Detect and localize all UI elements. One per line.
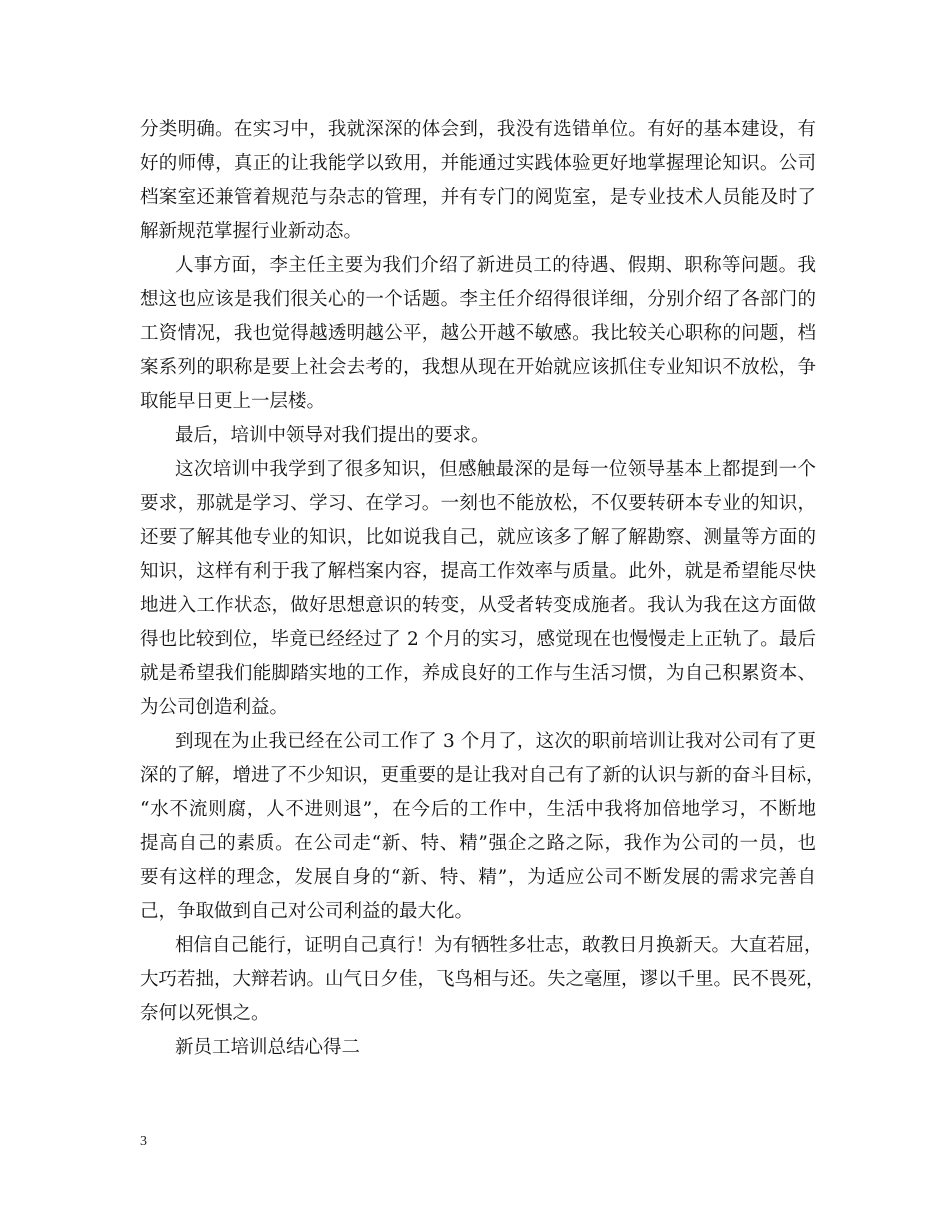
paragraph-first-line: 到现在为止我已经在公司工作了 3 个月了，这次的职前培训让我对公司有了更 bbox=[175, 731, 816, 752]
text-line: 地进入工作状态，做好思想意识的转变，从受者转变成施者。我认为我在这方面做 bbox=[140, 595, 816, 616]
text-line: 要求，那就是学习、学习、在学习。一刻也不能放松，不仅要转研本专业的知识， bbox=[140, 493, 816, 514]
document-body bbox=[140, 113, 825, 1065]
paragraph-first-line: 这次培训中我学到了很多知识，但感触最深的是每一位领导基本上都提到一个 bbox=[175, 459, 816, 480]
paragraph-first-line: 相信自己能行，证明自己真行！为有牺牲多壮志，敢教日月换新天。大直若屈， bbox=[175, 935, 823, 956]
paragraph-first-line: 人事方面，李主任主要为我们介绍了新进员工的待遇、假期、职称等问题。我 bbox=[175, 255, 816, 276]
text-line: 奈何以死惧之。 bbox=[140, 1003, 270, 1024]
text-line: 档案室还兼管着规范与杂志的管理，并有专门的阅览室，是专业技术人员能及时了 bbox=[140, 187, 816, 208]
text-line: 为公司创造利益。 bbox=[140, 697, 289, 718]
text-line: 好的师傅，真正的让我能学以致用，并能通过实践体验更好地掌握理论知识。公司 bbox=[140, 153, 816, 174]
paragraph-first-line: 最后，培训中领导对我们提出的要求。 bbox=[175, 425, 490, 446]
text-line: 工资情况，我也觉得越透明越公平，越公开越不敏感。我比较关心职称的问题，档 bbox=[140, 323, 816, 344]
text-line: 分类明确。在实习中，我就深深的体会到，我没有选错单位。有好的基本建设，有 bbox=[140, 119, 816, 140]
text-line: 己，争取做到自己对公司利益的最大化。 bbox=[140, 901, 474, 922]
text-line: “水不流则腐，人不进则退”，在今后的工作中，生活中我将加倍地学习，不断地 bbox=[140, 799, 816, 820]
section-heading: 新员工培训总结心得二 bbox=[175, 1037, 361, 1058]
page-number: 3 bbox=[140, 1134, 147, 1149]
text-line: 得也比较到位，毕竟已经经过了 2 个月的实习，感觉现在也慢慢走上正轨了。最后 bbox=[140, 629, 816, 650]
text-line: 取能早日更上一层楼。 bbox=[140, 391, 326, 412]
text-line: 提高自己的素质。在公司走“新、特、精”强企之路之际，我作为公司的一员，也 bbox=[140, 833, 816, 854]
text-line: 就是希望我们能脚踏实地的工作，养成良好的工作与生活习惯，为自己积累资本、 bbox=[140, 663, 816, 684]
text-line: 还要了解其他专业的知识，比如说我自己，就应该多了解了解勘察、测量等方面的 bbox=[140, 527, 816, 548]
text-line: 解新规范掌握行业新动态。 bbox=[140, 221, 363, 242]
text-line: 案系列的职称是要上社会去考的，我想从现在开始就应该抓住专业知识不放松，争 bbox=[140, 357, 816, 378]
text-line: 想这也应该是我们很关心的一个话题。李主任介绍得很详细，分别介绍了各部门的 bbox=[140, 289, 816, 310]
text-line: 知识，这样有利于我了解档案内容，提高工作效率与质量。此外，就是希望能尽快 bbox=[140, 561, 816, 582]
text-line: 大巧若拙，大辩若讷。山气日夕佳，飞鸟相与还。失之毫厘，谬以千里。民不畏死， bbox=[140, 969, 825, 990]
text-line: 深的了解，增进了不少知识，更重要的是让我对自己有了新的认识与新的奋斗目标， bbox=[140, 765, 825, 786]
text-line: 要有这样的理念，发展自身的“新、特、精”，为适应公司不断发展的需求完善自 bbox=[140, 867, 816, 888]
